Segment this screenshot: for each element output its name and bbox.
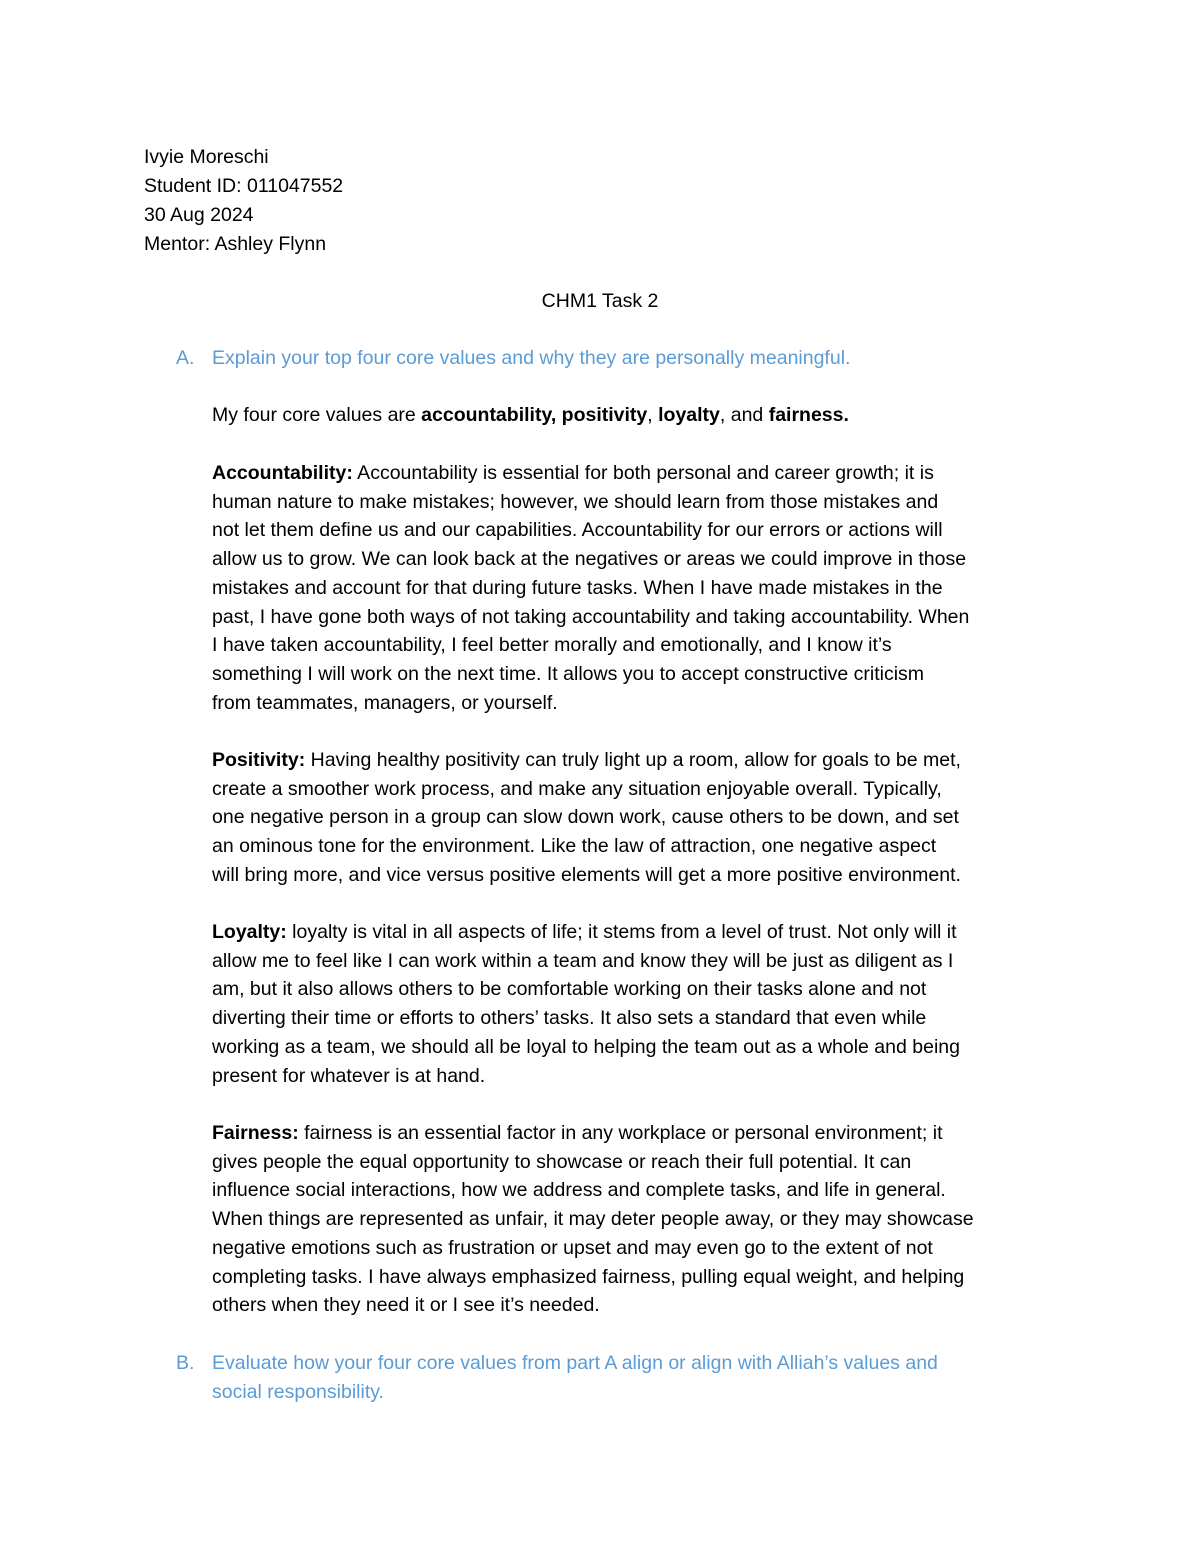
student-id: Student ID: 011047552 [144,175,344,197]
author-header [144,143,343,259]
intro-value-2: loyalty [658,404,720,426]
paragraph-line: something I will work on the next time. It allows you to accept constructive criticism [212,662,925,685]
section-b-question [176,1349,1076,1407]
date: 30 Aug 2024 [144,204,254,226]
mentor: Mentor: Ashley Flynn [144,233,327,255]
paragraph-line: present for whatever is at hand. [212,1064,486,1087]
paragraph-line: not let them define us and our capabilities. Accountability for our errors or actions will [212,519,943,542]
paragraph-line: others when they need it or I see it’s needed. [212,1294,600,1317]
value-heading: Accountability: [212,462,353,484]
value-paragraph-accountability [212,459,1082,717]
paragraph-line: diverting their time or efforts to others’ tasks. It also sets a standard that even while [212,1007,927,1030]
paragraph-line: mistakes and account for that during future tasks. When I have made mistakes in the [212,576,943,599]
document-title: CHM1 Task 2 [541,290,659,312]
paragraph-line: Having healthy positivity can truly light up a room, allow for goals to be met, [305,749,961,771]
intro-prefix: My four core values are [212,404,422,426]
value-paragraph-loyalty [212,918,1082,1090]
paragraph-line: will bring more, and vice versus positive elements will get a more positive environment. [212,863,961,886]
paragraph-line: I have taken accountability, I feel better morally and emotionally, and I know it’s [212,634,892,657]
section-b-letter: B. [176,1352,195,1374]
paragraph-line: an ominous tone for the environment. Like the law of attraction, one negative aspect [212,835,937,858]
paragraph-line: from teammates, managers, or yourself. [212,691,558,714]
intro-sep-2: , and [719,404,769,426]
section-a-question [176,344,1076,373]
paragraph-line: am, but it also allows others to be comfortable working on their tasks alone and not [212,978,927,1001]
paragraph-line: fairness is an essential factor in any workplace or personal environment; it [298,1122,943,1144]
value-heading: Loyalty: [212,921,287,943]
section-a-letter: A. [176,347,195,369]
paragraph-line: influence social interactions, how we address and complete tasks, and life in general. [212,1179,946,1202]
paragraph-line: When things are represented as unfair, it may deter people away, or they may showcase [212,1208,974,1231]
paragraph-line: create a smoother work process, and make any situation enjoyable overall. Typically, [212,777,942,800]
section-b-question-line: Evaluate how your four core values from part A align or align with Alliah’s values and [212,1352,938,1374]
paragraph-line: allow me to feel like I can work within a team and know they will be just as diligent as I [212,949,954,972]
value-heading: Positivity: [212,749,306,771]
section-b-question-line: social responsibility. [212,1381,384,1403]
paragraph-line: Accountability is essential for both personal and career growth; it is [352,462,934,484]
intro-value-1: accountability, positivity [421,404,648,426]
section-a-question-text: Explain your top four core values and why they are personally meaningful. [212,347,851,369]
paragraph-line: human nature to make mistakes; however, we should learn from those mistakes and [212,490,939,513]
value-paragraph-fairness [212,1119,1082,1320]
value-paragraph-positivity [212,746,1082,890]
paragraph-line: loyalty is vital in all aspects of life; it stems from a level of trust. Not only will it [286,921,957,943]
paragraph-line: negative emotions such as frustration or upset and may even go to the extent of not [212,1236,933,1259]
value-heading: Fairness: [212,1122,299,1144]
paragraph-line: working as a team, we should all be loyal to helping the team out as a whole and being [212,1035,960,1058]
core-values-intro [212,401,1082,430]
paragraph-line: completing tasks. I have always emphasized fairness, pulling equal weight, and helping [212,1265,965,1288]
paragraph-line: past, I have gone both ways of not taking accountability and taking accountability. When [212,605,970,628]
paragraph-line: one negative person in a group can slow down work, cause others to be down, and set [212,806,959,829]
author-name: Ivyie Moreschi [144,146,269,168]
intro-value-3: fairness. [768,404,849,426]
paragraph-line: gives people the equal opportunity to showcase or reach their full potential. It can [212,1150,912,1173]
paragraph-line: allow us to grow. We can look back at the negatives or areas we could improve in those [212,548,967,571]
intro-sep-1: , [647,404,659,426]
